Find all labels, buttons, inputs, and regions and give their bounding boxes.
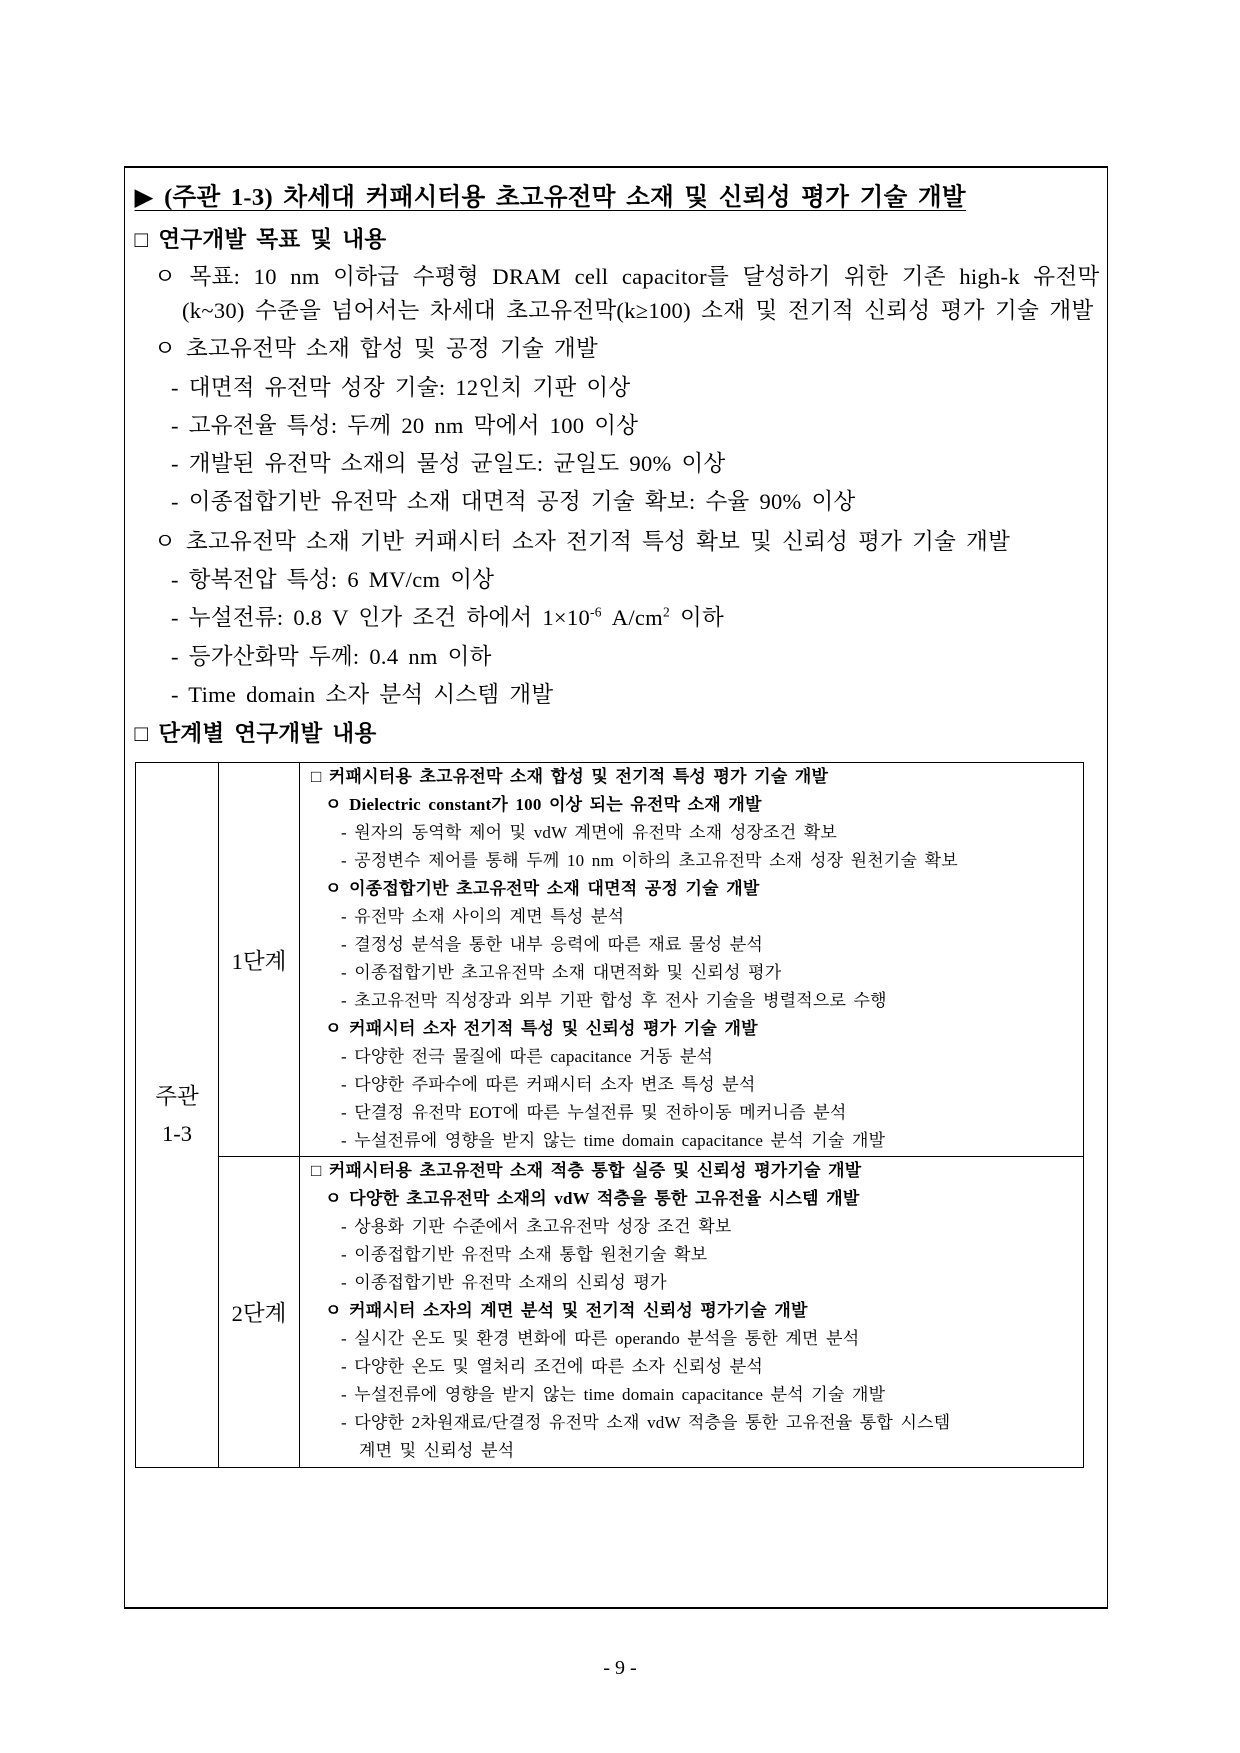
breakdown-voltage-item: - 항복전압 특성: 6 MV/cm 이상 bbox=[171, 567, 495, 593]
stage-detail-line: - 누설전류에 영향을 받지 않는 time domain capacitance 분석 기술 개발 bbox=[341, 1385, 886, 1404]
table-row bbox=[136, 1157, 1084, 1468]
stage-detail-line: - 실시간 온도 및 환경 변화에 따른 operando 분석을 통한 계면 분석 bbox=[341, 1329, 860, 1348]
time-domain-item: - Time domain 소자 분석 시스템 개발 bbox=[171, 681, 554, 707]
page-title bbox=[125, 178, 1107, 218]
stage-subtask-heading: ㅇ 이종접합기반 초고유전막 소재 대면적 공정 기술 개발 bbox=[325, 879, 760, 898]
stage-detail-continuation: 계면 및 신뢰성 분석 bbox=[359, 1441, 515, 1460]
device-heading: ㅇ 초고유전막 소재 기반 커패시터 소자 전기적 특성 확보 및 신뢰성 평가 기술 개발 bbox=[154, 528, 1011, 554]
stage-detail-line: - 다양한 주파수에 따른 커패시터 소자 변조 특성 분석 bbox=[341, 1075, 756, 1094]
leakage-current-item bbox=[125, 599, 1107, 637]
stage-detail-line: - 이종접합기반 초고유전막 소재 대면적화 및 신뢰성 평가 bbox=[341, 963, 782, 982]
page-title-text: ▶ (주관 1-3) 차세대 커패시터용 초고유전막 소재 및 신뢰성 평가 기술 개발 bbox=[134, 184, 966, 212]
stage-detail-line: - 다양한 온도 및 열처리 조건에 따른 소자 신뢰성 분석 bbox=[341, 1357, 763, 1376]
goals-heading: □ 연구개발 목표 및 내용 bbox=[134, 226, 387, 252]
leakage-prefix: - 누설전류: 0.8 V 인가 조건 하에서 1×10 bbox=[171, 605, 591, 631]
stage-subtask-heading: ㅇ 다양한 초고유전막 소재의 vdW 적층을 통한 고유전율 시스템 개발 bbox=[325, 1189, 860, 1208]
synthesis-item: - 고유전율 특성: 두께 20 nm 막에서 100 이상 bbox=[171, 412, 639, 438]
stage-detail-line: - 결정성 분석을 통한 내부 응력에 따른 재료 물성 분석 bbox=[341, 935, 763, 954]
org-label-line-2: 1-3 bbox=[162, 1121, 192, 1146]
stage-subtask-heading: ㅇ 커패시터 소자 전기적 특성 및 신뢰성 평가 기술 개발 bbox=[325, 1019, 758, 1038]
stage-content-cell bbox=[300, 1157, 1084, 1468]
org-label-cell bbox=[136, 763, 219, 1468]
synthesis-heading: ㅇ 초고유전막 소재 합성 및 공정 기술 개발 bbox=[154, 336, 599, 362]
page-number: - 9 - bbox=[603, 1657, 637, 1679]
synthesis-item: - 대면적 유전막 성장 기술: 12인치 기판 이상 bbox=[171, 374, 631, 400]
leakage-unit: A/cm bbox=[601, 605, 663, 631]
stage-subtask-heading: ㅇ 커패시터 소자의 계면 분석 및 전기적 신뢰성 평가기술 개발 bbox=[325, 1301, 808, 1320]
stage-task-heading: □ 커패시터용 초고유전막 소재 합성 및 전기적 특성 평가 기술 개발 bbox=[311, 767, 829, 786]
objective-line-2: (k~30) 수준을 넘어서는 차세대 초고유전막(k≥100) 소재 및 전기적 신뢰성 평가 기술 개발 bbox=[182, 298, 1094, 324]
stage-detail-line: - 단결정 유전막 EOT에 따른 누설전류 및 전하이동 메커니즘 분석 bbox=[341, 1103, 847, 1122]
objective-line-1: ㅇ 목표: 10 nm 이하급 수평형 DRAM cell capacitor를 달성하기 위한 기존 high-k 유전막 bbox=[154, 264, 1100, 290]
stage-detail-line: - 원자의 동역학 제어 및 vdW 계면에 유전막 소재 성장조건 확보 bbox=[341, 823, 838, 842]
stage-detail-line: - 유전막 소재 사이의 계면 특성 분석 bbox=[341, 907, 625, 926]
stage-label-cell: 2단계 bbox=[219, 1157, 300, 1468]
stage-label-cell: 1단계 bbox=[219, 763, 300, 1157]
stage-task-heading: □ 커패시터용 초고유전막 소재 적층 통합 실증 및 신뢰성 평가기술 개발 bbox=[311, 1161, 862, 1180]
stages-heading: □ 단계별 연구개발 내용 bbox=[134, 721, 377, 747]
leakage-exponent: -6 bbox=[590, 604, 602, 620]
eot-item: - 등가산화막 두께: 0.4 nm 이하 bbox=[171, 643, 492, 669]
stage-detail-line: - 누설전류에 영향을 받지 않는 time domain capacitance 분석 기술 개발 bbox=[341, 1131, 886, 1150]
org-label-line-1: 주관 bbox=[155, 1084, 199, 1109]
stage-detail-line: - 다양한 전극 물질에 따른 capacitance 거동 분석 bbox=[341, 1047, 714, 1066]
leakage-suffix: 이하 bbox=[670, 605, 725, 631]
synthesis-item: - 개발된 유전막 소재의 물성 균일도: 균일도 90% 이상 bbox=[171, 451, 726, 477]
stage-content-cell bbox=[300, 763, 1084, 1157]
stage-detail-line: - 다양한 2차원재료/단결정 유전막 소재 vdW 적층을 통한 고유전율 통합 시스템 bbox=[341, 1413, 951, 1432]
leakage-unit-exponent: 2 bbox=[663, 604, 671, 620]
stage-detail-line: - 공정변수 제어를 통해 두께 10 nm 이하의 초고유전막 소재 성장 원천기술 확보 bbox=[341, 851, 958, 870]
table-row bbox=[136, 763, 1084, 1157]
stage-detail-line: - 이종접합기반 유전막 소재의 신뢰성 평가 bbox=[341, 1273, 667, 1292]
stage-detail-line: - 상용화 기판 수준에서 초고유전막 성장 조건 확보 bbox=[341, 1217, 732, 1236]
stage-detail-line: - 이종접합기반 유전막 소재 통합 원천기술 확보 bbox=[341, 1245, 708, 1264]
stage-subtask-heading: ㅇ Dielectric constant가 100 이상 되는 유전막 소재 개발 bbox=[325, 795, 762, 814]
synthesis-item: - 이종접합기반 유전막 소재 대면적 공정 기술 확보: 수율 90% 이상 bbox=[171, 489, 856, 515]
stage-table bbox=[135, 762, 1084, 1468]
stage-detail-line: - 초고유전막 직성장과 외부 기판 합성 후 전사 기술을 병렬적으로 수행 bbox=[341, 991, 887, 1010]
